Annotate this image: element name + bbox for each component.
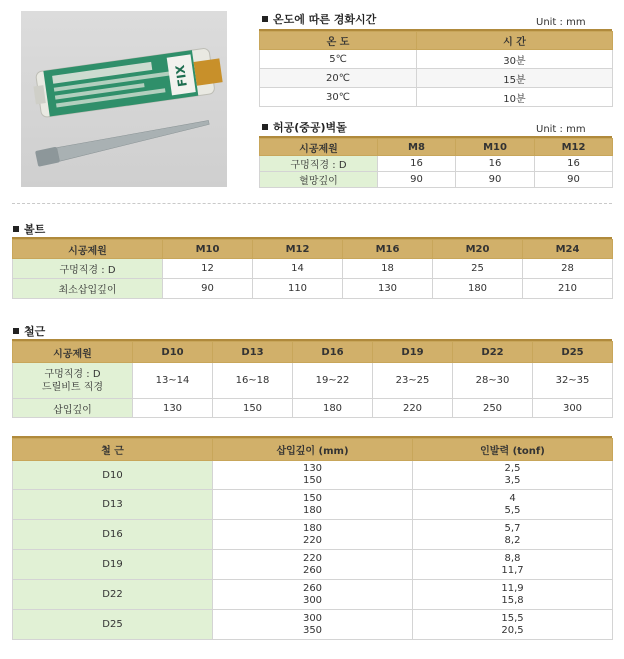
bolt-cell: 28 (523, 259, 613, 279)
pull-depth-cell (213, 610, 413, 640)
square-bullet-icon (262, 124, 268, 130)
pull-depth-value: 220 (302, 534, 323, 546)
hole-header: 시공제원 (260, 139, 378, 156)
pull-bar-label: D19 (13, 550, 213, 580)
bolt-header: M10 (163, 240, 253, 259)
rebar-header: D19 (373, 342, 453, 363)
pull-depth-value: 180 (302, 522, 323, 534)
hole-cell: 16 (535, 156, 613, 172)
rebar-cell: 32~35 (533, 363, 613, 399)
pull-force-value: 11,9 (501, 582, 524, 594)
cure-cell: 5℃ (260, 50, 417, 69)
pull-depth-cell (213, 461, 413, 490)
rebar-section-title (13, 323, 45, 339)
pull-bar-label: D16 (13, 520, 213, 550)
pull-force-cell (413, 461, 613, 490)
pull-depth-value: 220 (302, 552, 323, 564)
pull-force-cell (413, 610, 613, 640)
rebar-cell: 220 (373, 399, 453, 418)
hole-cell: 90 (456, 172, 535, 188)
rebar-cell: 13~14 (133, 363, 213, 399)
hole-row-label: 혈망깊이 (260, 172, 378, 188)
rebar-cell: 23~25 (373, 363, 453, 399)
hole-header: M8 (378, 139, 456, 156)
pull-bar-label: D25 (13, 610, 213, 640)
cure-header-temp: 온 도 (260, 32, 417, 50)
cure-cell: 10분 (417, 88, 613, 107)
bolt-cell: 110 (253, 279, 343, 299)
hole-row-label: 구멍직경 : D (260, 156, 378, 172)
pull-force-value: 15,5 (501, 612, 524, 624)
pull-depth-cell (213, 580, 413, 610)
rebar-header: D10 (133, 342, 213, 363)
pull-bar-label: D10 (13, 461, 213, 490)
pull-force-value: 8,2 (504, 534, 521, 546)
cure-cell: 30분 (417, 50, 613, 69)
pull-force-value: 8,8 (504, 552, 521, 564)
product-label: FIX (172, 64, 190, 88)
pull-depth-value: 260 (302, 564, 323, 576)
rebar-cell: 19~22 (293, 363, 373, 399)
hole-unit: Unit : mm (536, 124, 586, 135)
rebar-row-label: 삽입깊이 (13, 399, 133, 418)
bolt-row-label: 구멍직경 : D (13, 259, 163, 279)
hole-cell: 90 (378, 172, 456, 188)
rebar-cell: 16~18 (213, 363, 293, 399)
rebar-cell: 150 (213, 399, 293, 418)
pull-header: 삽입깊이 (mm) (213, 439, 413, 461)
bolt-cell: 90 (163, 279, 253, 299)
pull-depth-cell (213, 490, 413, 520)
pull-depth-cell (213, 520, 413, 550)
pull-force-value: 4 (509, 492, 516, 504)
bolt-cell: 130 (343, 279, 433, 299)
rebar-title-text: 철근 (24, 325, 46, 338)
hole-cell: 16 (378, 156, 456, 172)
rebar-cell: 28~30 (453, 363, 533, 399)
bolt-title-text: 볼트 (24, 223, 46, 236)
cure-header-time: 시 간 (417, 32, 613, 50)
pull-depth-value: 300 (302, 612, 323, 624)
bolt-cell: 18 (343, 259, 433, 279)
pull-force-cell (413, 490, 613, 520)
cure-title-text: 온도에 따른 경화시간 (273, 13, 377, 26)
bolt-header: M16 (343, 240, 433, 259)
cure-cell: 20℃ (260, 69, 417, 88)
pull-force-value: 3,5 (504, 475, 521, 486)
hole-cell: 16 (456, 156, 535, 172)
bolt-header: 시공제원 (13, 240, 163, 259)
product-photo (21, 11, 227, 187)
rebar-header: D13 (213, 342, 293, 363)
pull-depth-value: 350 (302, 624, 323, 636)
bolt-header: M24 (523, 240, 613, 259)
rebar-header: D16 (293, 342, 373, 363)
pull-depth-value: 260 (302, 582, 323, 594)
rebar-cell: 250 (453, 399, 533, 418)
pull-depth-value: 130 (302, 463, 323, 474)
pull-bar-label: D22 (13, 580, 213, 610)
rebar-row-label (13, 363, 133, 399)
rebar-label-line2: 드릴비트 직경 (41, 381, 104, 393)
rebar-cell: 180 (293, 399, 373, 418)
hole-title-text: 허공(중공)벽돌 (273, 121, 347, 134)
bolt-row-label: 최소삽입깊이 (13, 279, 163, 299)
pull-depth-value: 150 (302, 492, 323, 504)
rebar-table (12, 341, 613, 418)
pull-force-value: 11,7 (501, 564, 524, 576)
divider-dotted (12, 203, 612, 204)
hole-section-title (262, 119, 347, 135)
square-bullet-icon (13, 226, 19, 232)
pull-depth-cell (213, 550, 413, 580)
pullout-table (12, 438, 613, 640)
square-bullet-icon (262, 16, 268, 22)
hollow-brick-table (259, 138, 613, 188)
pull-depth-value: 150 (302, 475, 323, 486)
pull-force-cell (413, 520, 613, 550)
bolt-cell: 210 (523, 279, 613, 299)
bolt-table (12, 239, 613, 299)
bolt-header: M20 (433, 240, 523, 259)
pull-force-value: 15,8 (501, 594, 524, 606)
pull-depth-value: 180 (302, 504, 323, 516)
rebar-cell: 130 (133, 399, 213, 418)
cure-section-title (262, 11, 376, 27)
rebar-cell: 300 (533, 399, 613, 418)
cure-unit: Unit : mm (536, 17, 586, 28)
pull-bar-label: D13 (13, 490, 213, 520)
bolt-cell: 14 (253, 259, 343, 279)
pull-force-cell (413, 550, 613, 580)
cure-cell: 15분 (417, 69, 613, 88)
hole-header: M12 (535, 139, 613, 156)
rebar-header: 시공제원 (13, 342, 133, 363)
pull-depth-value: 300 (302, 594, 323, 606)
bolt-header: M12 (253, 240, 343, 259)
pull-header: 인발력 (tonf) (413, 439, 613, 461)
pull-force-value: 2,5 (504, 463, 521, 474)
hole-cell: 90 (535, 172, 613, 188)
rebar-header: D22 (453, 342, 533, 363)
rebar-header: D25 (533, 342, 613, 363)
cure-time-table (259, 31, 613, 107)
pull-force-value: 5,5 (504, 504, 521, 516)
cure-cell: 30℃ (260, 88, 417, 107)
bolt-cell: 12 (163, 259, 253, 279)
square-bullet-icon (13, 328, 19, 334)
bolt-cell: 180 (433, 279, 523, 299)
pull-force-cell (413, 580, 613, 610)
pull-force-value: 20,5 (501, 624, 524, 636)
bolt-section-title (13, 221, 45, 237)
pull-header: 철 근 (13, 439, 213, 461)
rebar-label-line1: 구멍직경 : D (44, 368, 101, 380)
hole-header: M10 (456, 139, 535, 156)
pull-force-value: 5,7 (504, 522, 521, 534)
bolt-cell: 25 (433, 259, 523, 279)
